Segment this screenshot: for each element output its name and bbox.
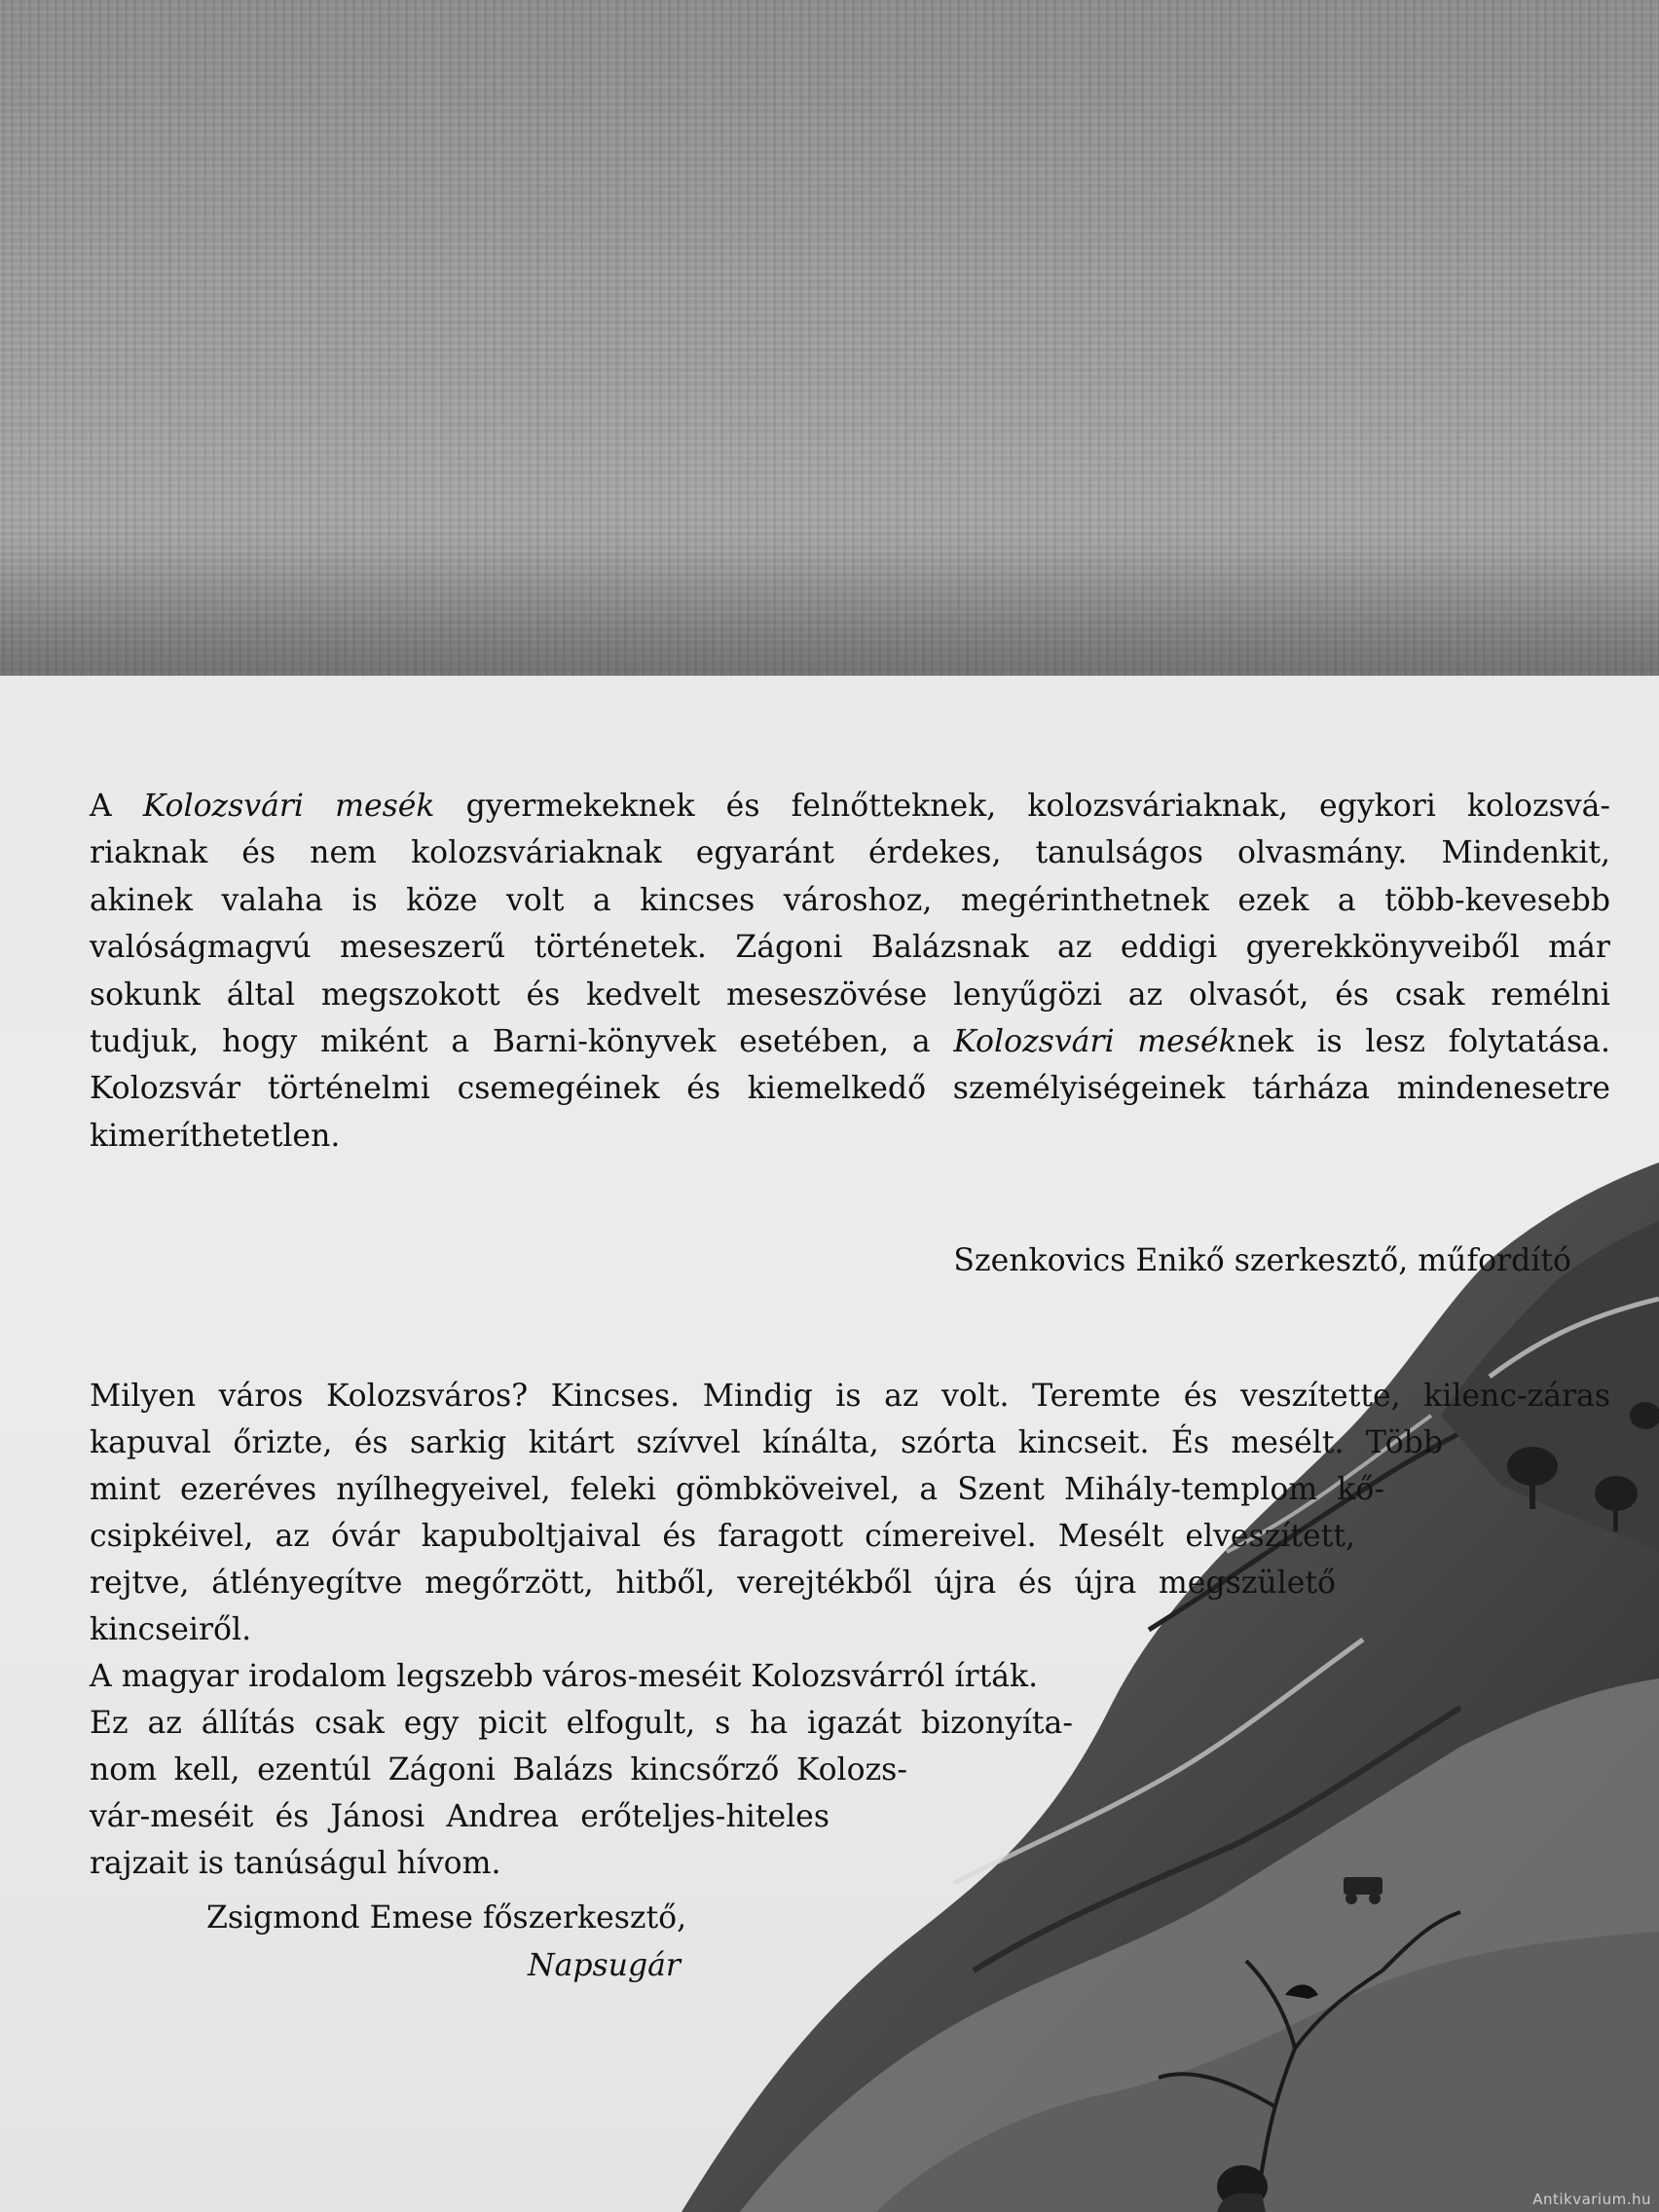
page-shadow (0, 545, 1659, 682)
book-back-cover (0, 676, 1659, 2212)
review1-line-7: Kolozsvár történelmi csemegéinek és kiemelkedő személyiségeinek tárháza mindenesetre (90, 1071, 1610, 1107)
review2-signature: Zsigmond Emese főszerkesztő, (206, 1900, 687, 1936)
review1-line-3: akinek valaha is köze volt a kincses városhoz, megérinthetnek ezek a több-kevesebb (90, 882, 1610, 918)
review2-line-10: vár-meséit és Jánosi Andrea erőteljes-hiteles (90, 1799, 830, 1834)
review1-line-1: A Kolozsvári mesék gyermekeknek és felnőtteknek, kolozsváriaknak, egykori kolozsvá- (90, 789, 1610, 824)
review2-line-1: Milyen város Kolozsváros? Kincses. Mindig is az volt. Teremte és veszítette, kilenc-záras (90, 1379, 1610, 1414)
review1-line-8: kimeríthetetlen. (90, 1118, 341, 1154)
review1-line-6: tudjuk, hogy miként a Barni-könyvek esetében, a Kolozsvári meséknek is lesz folytatása. (90, 1024, 1610, 1060)
review2-line-4: csipkéivel, az óvár kapuboltjaival és faragott címereivel. Mesélt elveszített, (90, 1519, 1355, 1554)
review1-line-2: riaknak és nem kolozsváriaknak egyaránt érdekes, tanulságos olvasmány. Mindenkit, (90, 835, 1610, 871)
watermark: Antikvarium.hu (1532, 2191, 1651, 2208)
review2-line-7: A magyar irodalom legszebb város-meséit Kolozsvárról írták. (90, 1659, 1039, 1694)
review1-line-4: valóságmagvú meseszerű történetek. Zágoni Balázsnak az eddigi gyerekkönyveiből már (90, 930, 1610, 966)
review1-signature: Szenkovics Enikő szerkesztő, műfordító (953, 1243, 1571, 1278)
review2-line-9: nom kell, ezentúl Zágoni Balázs kincsőrző Kolozs- (90, 1752, 907, 1788)
review-paragraph-1 (90, 783, 1610, 1160)
review1-line-5: sokunk által megszokott és kedvelt meseszövése lenyűgözi az olvasót, és csak remélni (90, 977, 1610, 1013)
review2-line-8: Ez az állítás csak egy picit elfogult, s ha igazát bizonyíta- (90, 1706, 1073, 1741)
review2-line-11: rajzait is tanúságul hívom. (90, 1846, 501, 1881)
review2-publication: Napsugár (528, 1948, 681, 1983)
review2-line-5: rejtve, átlényegítve megőrzött, hitből, verejtékből újra és újra megszülető (90, 1566, 1336, 1601)
review2-line-3: mint ezeréves nyílhegyeivel, feleki gömbköveivel, a Szent Mihály-templom kő- (90, 1472, 1384, 1507)
review2-line-2: kapuval őrizte, és sarkig kitárt szívvel kínálta, szórta kincseit. És mesélt. Több (90, 1425, 1443, 1460)
review2-line-6: kincseiről. (90, 1612, 252, 1647)
